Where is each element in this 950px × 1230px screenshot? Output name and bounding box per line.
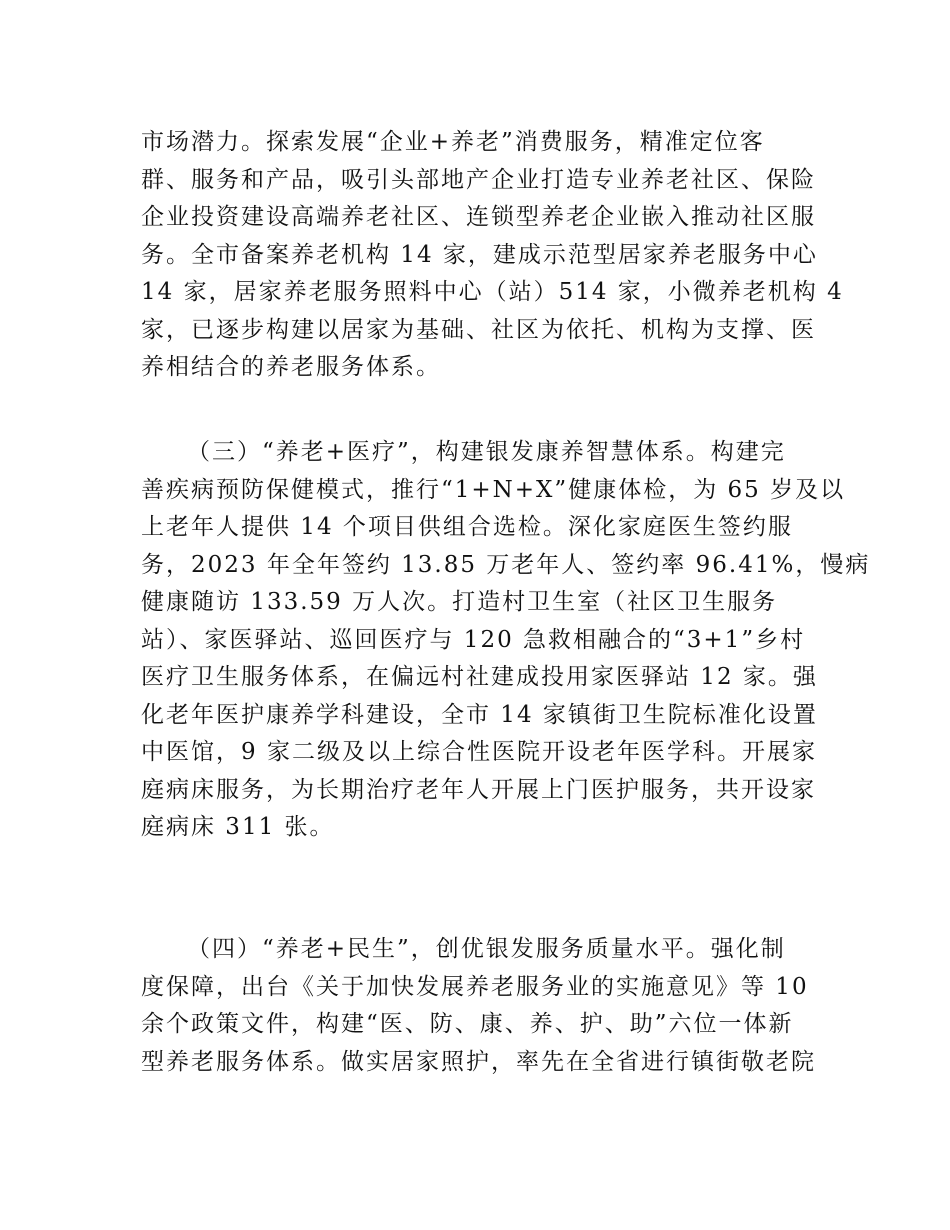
text-line: 企业投资建设高端养老社区、连锁型养老企业嵌入推动社区服 <box>141 204 816 230</box>
text-line: 务。全市备案养老机构 14 家，建成示范型居家养老服务中心 <box>141 241 818 268</box>
text-line: 养相结合的养老服务体系。 <box>141 354 441 380</box>
text-line: 庭病床服务，为长期治疗老年人开展上门医护服务，共开设家 <box>141 776 816 803</box>
text-line: 家，已逐步构建以居家为基础、社区为依托、机构为支撑、医 <box>141 316 816 343</box>
text-line: 善疾病预防保健模式，推行“1+N+X”健康体检，为 65 岁及以 <box>141 476 846 503</box>
text-line: 健康随访 133.59 万人次。打造村卫生室（社区卫生服务 <box>141 589 778 615</box>
text-line: 14 家，居家养老服务照料中心（站）514 家，小微养老机构 4 <box>141 279 844 305</box>
text-line: 型养老服务体系。做实居家照护，率先在全省进行镇街敬老院 <box>141 1048 816 1075</box>
paragraph-elderly-medical <box>141 434 871 847</box>
text-line: 度保障，出台《关于加快发展养老服务业的实施意见》等 10 <box>141 973 809 1000</box>
text-line: 医疗卫生服务体系，在偏远村社建成投用家医驿站 12 家。强 <box>141 664 818 690</box>
text-line: 群、服务和产品，吸引头部地产企业打造专业养老社区、保险 <box>141 166 816 193</box>
text-line: 中医馆，9 家二级及以上综合性医院开设老年医学科。开展家 <box>141 739 817 765</box>
paragraph-elderly-market <box>141 124 844 387</box>
text-line: 上老年人提供 14 个项目供组合选检。深化家庭医生签约服 <box>141 514 793 540</box>
paragraph-elderly-livelihood <box>141 931 816 1081</box>
text-line: 务，2023 年全年签约 13.85 万老年人、签约率 96.41%，慢病 <box>141 551 871 578</box>
text-line: 化老年医护康养学科建设，全市 14 家镇街卫生院标准化设置 <box>141 701 818 728</box>
text-line: 庭病床 311 张。 <box>141 814 335 840</box>
text-line: （三）“养老+医疗”，构建银发康养智慧体系。构建完 <box>187 439 786 465</box>
text-line: 余个政策文件，构建“医、防、康、养、护、助”六位一体新 <box>141 1011 794 1037</box>
text-line: （四）“养老+民生”，创优银发服务质量水平。强化制 <box>187 936 786 962</box>
text-line: 市场潜力。探索发展“企业+养老”消费服务，精准定位客 <box>141 129 765 155</box>
text-line: 站）、家医驿站、巡回医疗与 120 急救相融合的“3+1”乡村 <box>141 626 806 653</box>
